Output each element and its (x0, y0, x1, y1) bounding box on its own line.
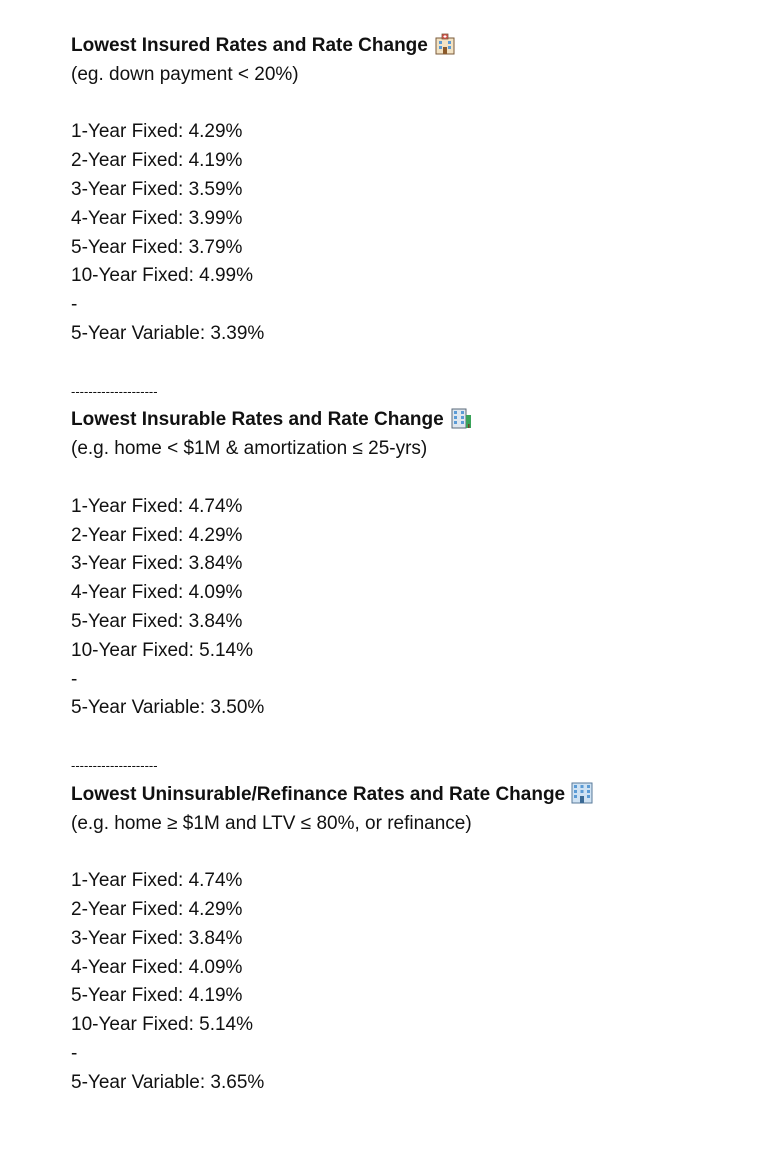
section-2-rate-4: 4-Year Fixed: 4.09% (71, 582, 243, 604)
section-1-title: Lowest Insured Rates and Rate Change (71, 35, 428, 56)
office-building-icon (571, 782, 593, 804)
section-1-rate-3: 3-Year Fixed: 3.59% (71, 178, 243, 200)
blank-line (71, 838, 731, 867)
section-3-title-line (71, 781, 731, 810)
section-2-subtitle: (e.g. home < $1M & amortization ≤ 25-yrs) (71, 438, 428, 460)
section-2-title: Lowest Insurable Rates and Rate Change (71, 409, 444, 431)
section-3-rate-5: 5-Year Fixed: 4.19% (71, 985, 243, 1007)
building-with-tree-icon (450, 407, 472, 429)
section-3-title: Lowest Uninsurable/Refinance Rates and Rate Change (71, 783, 566, 805)
section-2-rate-1: 1-Year Fixed: 4.74% (71, 495, 243, 517)
section-2-title-line (71, 406, 731, 435)
section-1-rate-1: 1-Year Fixed: 4.29% (71, 121, 243, 143)
section-3-spacer: - (71, 1042, 78, 1064)
section-3-rate-4: 4-Year Fixed: 4.09% (71, 956, 243, 978)
section-1-rate-10: 10-Year Fixed: 4.99% (71, 265, 254, 287)
section-1-title-line (71, 32, 731, 61)
section-2-rate-3: 3-Year Fixed: 3.84% (71, 553, 243, 575)
section-2-rate-2: 2-Year Fixed: 4.29% (71, 524, 243, 546)
section-3-rate-2: 2-Year Fixed: 4.29% (71, 898, 243, 920)
section-3-rate-3: 3-Year Fixed: 3.84% (71, 927, 243, 949)
section-1-rate-2: 2-Year Fixed: 4.19% (71, 150, 243, 172)
house-icon (434, 33, 456, 55)
section-3-variable-rate: 5-Year Variable: 3.65% (71, 1071, 265, 1093)
section-3-rate-1: 1-Year Fixed: 4.74% (71, 870, 243, 892)
section-2-spacer: - (71, 668, 78, 690)
blank-line (71, 349, 731, 378)
document-body (71, 32, 731, 1097)
section-separator: -------------------- (71, 383, 158, 399)
section-2-rate-5: 5-Year Fixed: 3.84% (71, 610, 243, 632)
section-1-variable-rate: 5-Year Variable: 3.39% (71, 322, 265, 344)
section-1-rate-5: 5-Year Fixed: 3.79% (71, 236, 243, 258)
section-1-rate-4: 4-Year Fixed: 3.99% (71, 207, 243, 229)
section-separator: -------------------- (71, 757, 158, 773)
blank-line (71, 90, 731, 119)
blank-line (71, 464, 731, 493)
section-1-subtitle: (eg. down payment < 20%) (71, 63, 299, 85)
section-3-rate-10: 10-Year Fixed: 5.14% (71, 1014, 254, 1036)
section-1-spacer: - (71, 294, 78, 316)
section-2-variable-rate: 5-Year Variable: 3.50% (71, 697, 265, 719)
blank-line (71, 723, 731, 752)
section-2-rate-10: 10-Year Fixed: 5.14% (71, 639, 254, 661)
section-3-subtitle: (e.g. home ≥ $1M and LTV ≤ 80%, or refinance) (71, 812, 472, 834)
